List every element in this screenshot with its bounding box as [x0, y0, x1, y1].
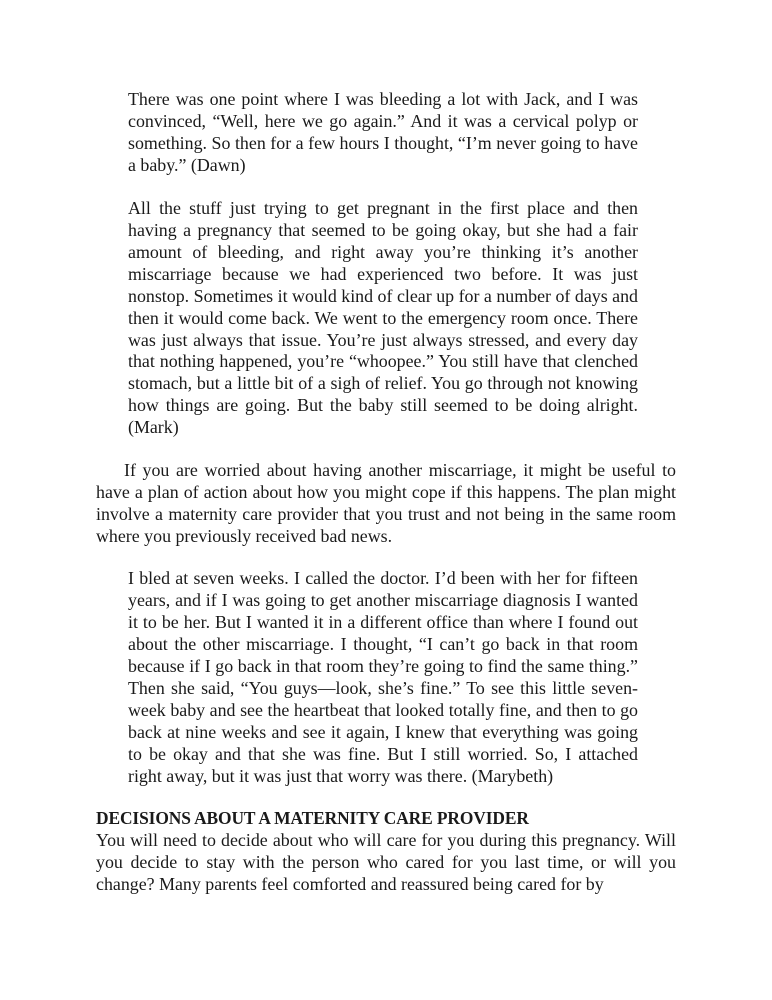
block-quote-marybeth: I bled at seven weeks. I called the doctor. I’d been with her for fifteen years, and if I was going to get another miscarriage diagnosis I wanted it to be her. But I wanted it in a different office than where I found out about the other miscarriage. I thought, “I can’t go back in that room because if I go back in that room they’re going to find the same thing.” Then she said, “You guys—look, she’s fine.” To see this little seven-week baby and see the heartbeat that looked totally fine, and then to go back at nine weeks and see it again, I knew that everything was going to be okay and that she was fine. But I still worried. So, I attached right away, but it was just that worry was there. (Marybeth): [128, 568, 638, 786]
section-heading: DECISIONS ABOUT A MATERNITY CARE PROVIDER: [96, 807, 529, 828]
block-quote-mark: All the stuff just trying to get pregnant in the first place and then having a pregnancy that seemed to be going okay, but she had a fair amount of bleeding, and right away you’re thinking it’s another miscarriage because we had experienced two before. It was just nonstop. Sometimes it would kind of clear up for a number of days and then it would come back. We went to the emergency room once. There was just always that issue. You’re just always stressed, and every day that nothing happened, you’re “whoopee.” You still have that clenched stomach, but a little bit of a sigh of relief. You go through not knowing how things are going. But the baby still seemed to be doing alright. (Mark): [128, 197, 638, 438]
block-quote-dawn: There was one point where I was bleeding a lot with Jack, and I was convinced, “Well, here we go again.” And it was a cervical polyp or something. So then for a few hours I thought, “I’m never going to have a baby.” (Dawn): [128, 89, 638, 175]
paragraph-plan-of-action: If you are worried about having another miscarriage, it might be useful to have a plan of action about how you might cope if this happens. The plan might involve a maternity care provider that you trust and not being in the same room where you previously received bad news.: [96, 460, 676, 546]
book-page: [96, 89, 676, 895]
section-body-paragraph: You will need to decide about who will care for you during this pregnancy. Will you decide to stay with the person who cared for you last time, or will you change? Many parents feel comforted and reassured being cared for by: [96, 829, 676, 894]
